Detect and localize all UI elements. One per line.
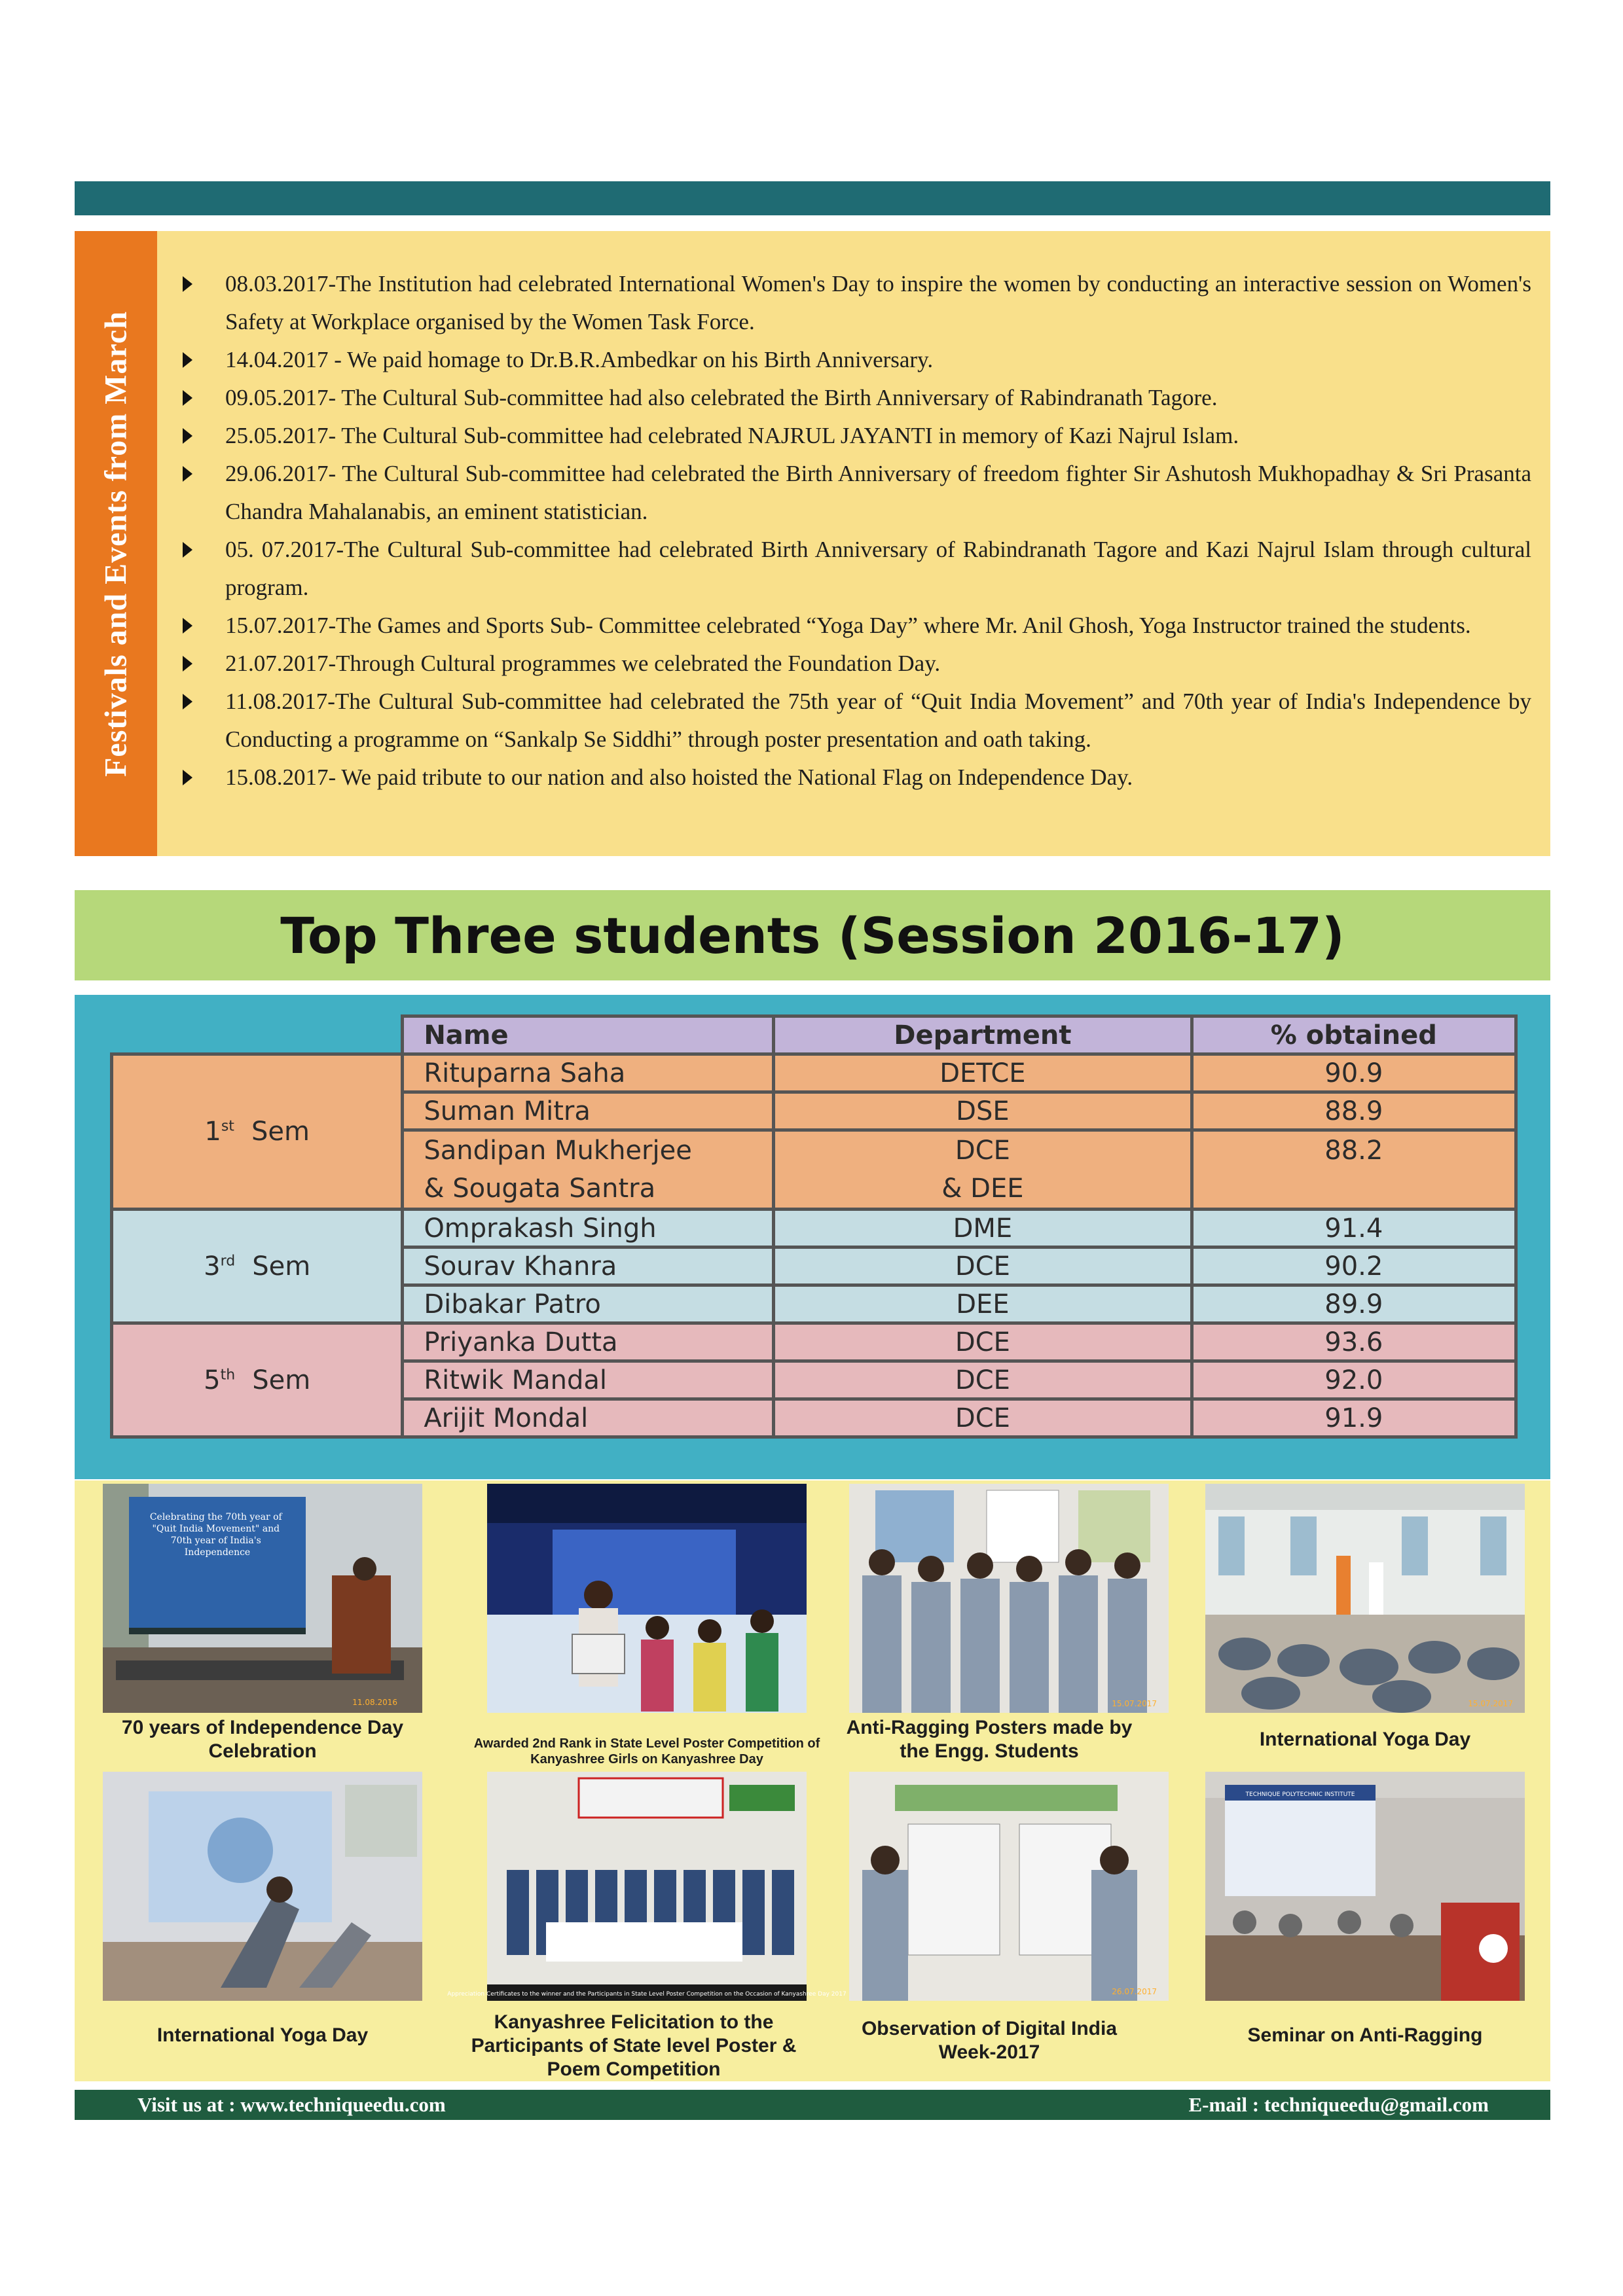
percent-cell-text: 88.2 xyxy=(1324,1136,1383,1166)
bullet-arrow-icon xyxy=(183,656,192,672)
percent-cell-text: 89.9 xyxy=(1324,1289,1383,1319)
bullet-arrow-icon xyxy=(183,618,192,634)
top-students-banner xyxy=(75,890,1550,980)
department-cell xyxy=(774,1210,1192,1247)
percent-cell-text: 92.0 xyxy=(1324,1365,1383,1395)
bullet-arrow-icon xyxy=(183,770,192,785)
student-name-cell xyxy=(403,1323,774,1361)
department-cell xyxy=(774,1130,1192,1210)
svg-text:26.07.2017: 26.07.2017 xyxy=(1112,1987,1157,1996)
student-name-cell-text: Omprakash Singh xyxy=(424,1213,657,1244)
event-item xyxy=(183,341,1531,379)
percent-cell-text: 91.4 xyxy=(1324,1213,1383,1244)
semester-word: Sem xyxy=(252,1251,311,1282)
caption-yoga-day-2: International Yoga Day xyxy=(156,2024,369,2046)
event-item xyxy=(183,645,1531,683)
table-row xyxy=(112,1323,1516,1361)
svg-text:15.07.2017: 15.07.2017 xyxy=(1112,1699,1157,1708)
percent-cell-text: 91.9 xyxy=(1324,1403,1383,1433)
photo-kanyashree-felicitation xyxy=(447,1772,847,2001)
events-section xyxy=(75,231,1550,856)
student-name-cell xyxy=(403,1247,774,1285)
svg-text:TECHNIQUE POLYTECHNIC INSTITUT: TECHNIQUE POLYTECHNIC INSTITUTE xyxy=(1245,1791,1355,1798)
student-name-cell xyxy=(403,1285,774,1323)
event-item xyxy=(183,417,1531,455)
department-cell-text: DME xyxy=(953,1213,1013,1244)
percent-cell-text: 93.6 xyxy=(1324,1327,1383,1357)
events-list xyxy=(183,265,1531,797)
percent-cell xyxy=(1192,1399,1516,1437)
photo-digital-india-week xyxy=(849,1772,1169,2001)
semester-suffix: th xyxy=(220,1367,236,1384)
svg-text:Celebrating the 70th year of: Celebrating the 70th year of "Quit India Movement" and 70th year of India's Independence xyxy=(149,1512,282,1558)
event-item xyxy=(183,759,1531,797)
photo-independence-day xyxy=(103,1484,422,1713)
department-cell xyxy=(774,1399,1192,1437)
event-text: 29.06.2017- The Cultural Sub-committee had celebrated the Birth Anniversary of freedom fighter Sir Ashutosh Mukhopadhay & Sri Prasanta Chandra Mahalanabis, an eminent statistician. xyxy=(225,461,1531,524)
photo-anti-ragging-posters xyxy=(849,1484,1169,1713)
bullet-arrow-icon xyxy=(183,542,192,558)
svg-text:Appreciation Certificates to t: Appreciation Certificates to the winner and the Participants in State Level Poster Competition on the Occasion of Kanyashree Day 2017 xyxy=(447,1991,847,1998)
semester-word: Sem xyxy=(252,1365,311,1395)
percent-cell xyxy=(1192,1323,1516,1361)
caption-digital-india-week: Observation of Digital India Week-2017 xyxy=(861,2018,1118,2063)
event-text: 14.04.2017 - We paid homage to Dr.B.R.Ambedkar on his Birth Anniversary. xyxy=(225,347,934,372)
department-cell-text: DCE xyxy=(955,1365,1010,1395)
footer-email-link[interactable]: E-mail : techniqueedu@gmail.com xyxy=(1188,2093,1489,2116)
student-name-cell xyxy=(403,1130,774,1210)
semester-cell xyxy=(112,1323,403,1437)
percent-cell-text: 90.2 xyxy=(1324,1251,1383,1282)
bullet-arrow-icon xyxy=(183,428,192,444)
student-name-cell-text: & Sougata Santra xyxy=(424,1174,656,1204)
event-text: 21.07.2017-Through Cultural programmes we celebrated the Foundation Day. xyxy=(225,651,941,676)
student-name-cell xyxy=(403,1361,774,1399)
percent-cell xyxy=(1192,1130,1516,1210)
event-text: 11.08.2017-The Cultural Sub-committee had celebrated the 75th year of “Quit India Movement” and 70th year of India's Independence by Conducting a programme on “Sankalp Se Siddhi” through poster presentation and oath taking. xyxy=(225,689,1531,752)
student-name-cell-text: Arijit Mondal xyxy=(424,1403,589,1433)
caption-kanyashree-award: Awarded 2nd Rank in State Level Poster Competition of Kanyashree Girls on Kanyashree Day xyxy=(473,1736,820,1767)
bullet-arrow-icon xyxy=(183,276,192,292)
semester-suffix: st xyxy=(221,1118,234,1135)
footer-website-link[interactable]: Visit us at : www.techniqueedu.com xyxy=(137,2093,446,2116)
photo-gallery xyxy=(75,1480,1550,2081)
events-side-title: Festivals and Events from March xyxy=(98,311,134,777)
table-row xyxy=(112,1210,1516,1247)
student-name-cell xyxy=(403,1399,774,1437)
student-name-cell-text: Rituparna Saha xyxy=(424,1058,626,1088)
bullet-arrow-icon xyxy=(183,390,192,406)
results-body xyxy=(112,1054,1516,1437)
percent-cell-text: 88.9 xyxy=(1324,1096,1383,1126)
bullet-arrow-icon xyxy=(183,466,192,482)
student-name-cell-text: Sandipan Mukherjee xyxy=(424,1136,692,1166)
department-cell xyxy=(774,1054,1192,1092)
header-bar xyxy=(75,181,1550,215)
percent-cell xyxy=(1192,1247,1516,1285)
student-name-cell-text: Suman Mitra xyxy=(424,1096,591,1126)
department-cell xyxy=(774,1361,1192,1399)
top-students-title: Top Three students (Session 2016-17) xyxy=(280,906,1345,965)
caption-independence-day: 70 years of Independence Day Celebration xyxy=(121,1717,404,1762)
semester-number: 1 xyxy=(204,1117,221,1147)
event-text: 15.07.2017-The Games and Sports Sub- Committee celebrated “Yoga Day” where Mr. Anil Ghosh, Yoga Instructor trained the students. xyxy=(225,613,1471,638)
percent-cell-text: 90.9 xyxy=(1324,1058,1383,1088)
bullet-arrow-icon xyxy=(183,352,192,368)
student-name-cell xyxy=(403,1054,774,1092)
table-header-row xyxy=(112,1016,1516,1054)
photo-anti-ragging-seminar xyxy=(1205,1772,1525,2001)
semester-cell xyxy=(112,1054,403,1210)
student-name-cell-text: Dibakar Patro xyxy=(424,1289,601,1319)
event-text: 25.05.2017- The Cultural Sub-committee had celebrated NAJRUL JAYANTI in memory of Kazi Najrul Islam. xyxy=(225,423,1239,448)
semester-suffix: rd xyxy=(220,1253,236,1270)
event-item xyxy=(183,379,1531,417)
percent-cell xyxy=(1192,1361,1516,1399)
department-cell xyxy=(774,1247,1192,1285)
footer-bar xyxy=(75,2090,1550,2120)
student-name-cell-text: Priyanka Dutta xyxy=(424,1327,618,1357)
event-item xyxy=(183,607,1531,645)
event-text: 08.03.2017-The Institution had celebrated International Women's Day to inspire the women by conducting an interactive session on Women's Safety at Workplace organised by the Women Task Force. xyxy=(225,271,1531,334)
department-cell-text: & DEE xyxy=(941,1174,1024,1204)
caption-yoga-day-1: International Yoga Day xyxy=(1259,1729,1471,1750)
semester-number: 3 xyxy=(204,1251,221,1282)
event-text: 15.08.2017- We paid tribute to our nation and also hoisted the National Flag on Independence Day. xyxy=(225,764,1133,790)
event-text: 09.05.2017- The Cultural Sub-committee had also celebrated the Birth Anniversary of Rabindranath Tagore. xyxy=(225,385,1218,410)
svg-text:11.08.2016: 11.08.2016 xyxy=(352,1698,397,1707)
svg-text:15.07.2017: 15.07.2017 xyxy=(1468,1699,1513,1708)
caption-anti-ragging-seminar: Seminar on Anti-Ragging xyxy=(1247,2024,1483,2046)
department-cell-text: DCE xyxy=(955,1136,1010,1166)
event-item xyxy=(183,265,1531,341)
department-cell-text: DSE xyxy=(956,1096,1010,1126)
semester-cell xyxy=(112,1210,403,1323)
header-name: Name xyxy=(403,1016,774,1054)
caption-kanyashree-felicitation: Kanyashree Felicitation to the Participants of State level Poster & Poem Competition xyxy=(471,2011,797,2080)
percent-cell xyxy=(1192,1054,1516,1092)
results-panel xyxy=(75,995,1550,1479)
department-cell-text: DEE xyxy=(956,1289,1010,1319)
photo-yoga-day-2 xyxy=(103,1772,422,2001)
department-cell-text: DCE xyxy=(955,1327,1010,1357)
department-cell-text: DCE xyxy=(955,1403,1010,1433)
event-item xyxy=(183,683,1531,759)
event-item xyxy=(183,455,1531,531)
header-percent: % obtained xyxy=(1192,1016,1516,1054)
results-table xyxy=(110,1014,1518,1439)
table-row xyxy=(112,1054,1516,1092)
student-name-cell xyxy=(403,1210,774,1247)
semester-number: 5 xyxy=(204,1365,221,1395)
student-name-cell-text: Sourav Khanra xyxy=(424,1251,617,1282)
percent-cell xyxy=(1192,1092,1516,1130)
department-cell xyxy=(774,1092,1192,1130)
photo-kanyashree-award xyxy=(487,1484,807,1713)
percent-cell xyxy=(1192,1285,1516,1323)
photo-yoga-day-1 xyxy=(1205,1484,1525,1713)
header-department: Department xyxy=(774,1016,1192,1054)
table-corner xyxy=(112,1016,403,1054)
caption-anti-ragging-posters: Anti-Ragging Posters made by the Engg. Students xyxy=(846,1717,1133,1762)
event-item xyxy=(183,531,1531,607)
department-cell xyxy=(774,1323,1192,1361)
percent-cell xyxy=(1192,1210,1516,1247)
events-side-panel xyxy=(75,231,157,856)
student-name-cell-text: Ritwik Mandal xyxy=(424,1365,607,1395)
department-cell-text: DCE xyxy=(955,1251,1010,1282)
event-text: 05. 07.2017-The Cultural Sub-committee had celebrated Birth Anniversary of Rabindranath Tagore and Kazi Najrul Islam through cultural program. xyxy=(225,537,1531,600)
student-name-cell xyxy=(403,1092,774,1130)
department-cell-text: DETCE xyxy=(939,1058,1026,1088)
bullet-arrow-icon xyxy=(183,694,192,709)
semester-word: Sem xyxy=(251,1117,310,1147)
department-cell xyxy=(774,1285,1192,1323)
